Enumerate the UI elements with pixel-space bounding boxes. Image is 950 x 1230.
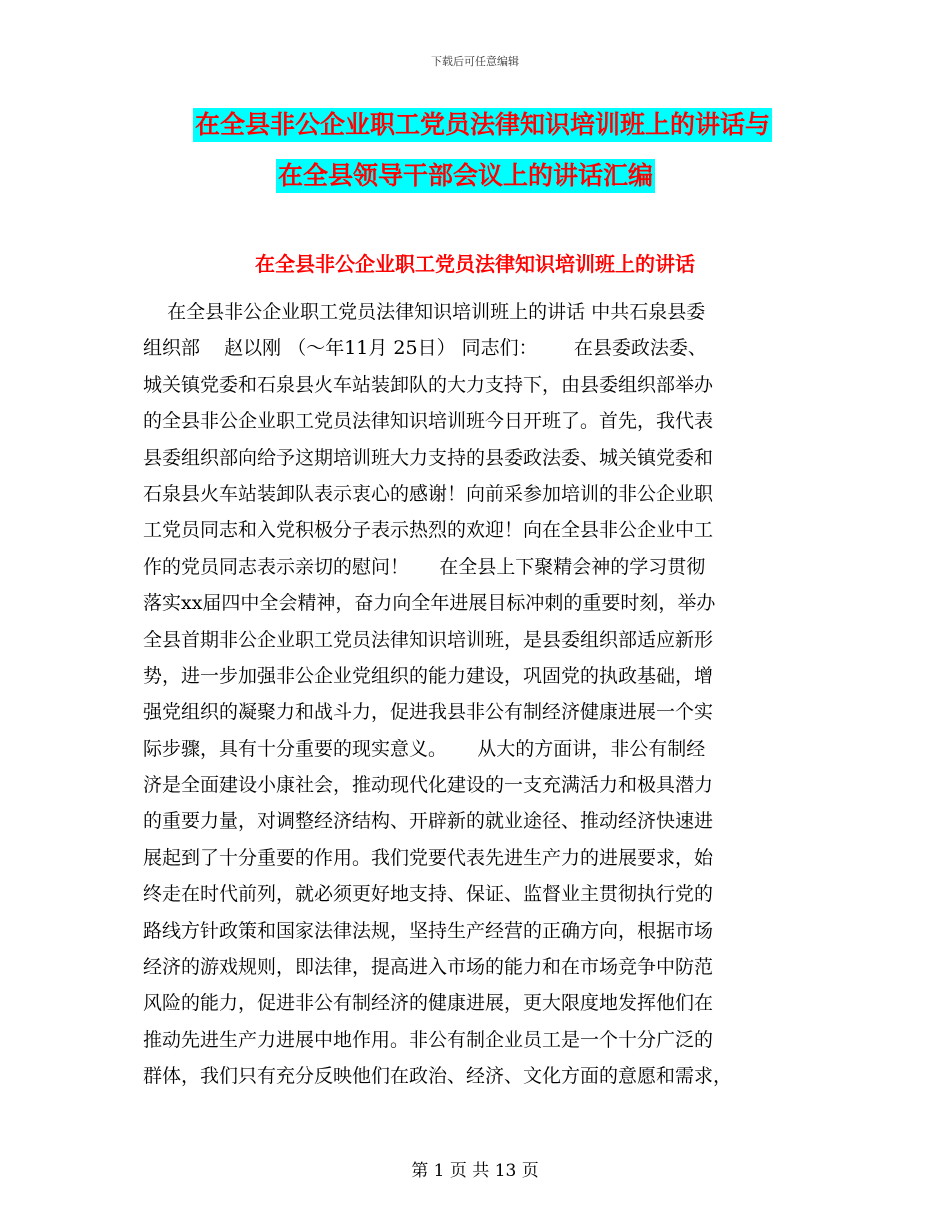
body-line: 的重要力量，对调整经济结构、开辟新的就业途径、推动经济快速进 bbox=[143, 810, 714, 833]
body-line: 经济的游戏规则，即法律，提高进入市场的能力和在市场竞争中防范 bbox=[143, 956, 714, 979]
body-line: 群体，我们只有充分反映他们在政治、经济、文化方面的意愿和需求， bbox=[143, 1065, 733, 1088]
section-title: 在全县非公企业职工党员法律知识培训班上的讲话 bbox=[255, 252, 695, 276]
document-title bbox=[0, 108, 950, 193]
body-line: 风险的能力，促进非公有制经济的健康进展，更大限度地发挥他们在 bbox=[143, 992, 714, 1015]
body-line: 际步骤，具有十分重要的现实意义。 从大的方面讲，非公有制经 bbox=[143, 737, 706, 760]
body-line: 终走在时代前列，就必须更好地支持、保证、监督业主贯彻执行党的 bbox=[143, 883, 714, 906]
body-line: 石泉县火车站装卸队表示衷心的感谢！向前采参加培训的非公企业职 bbox=[143, 482, 714, 505]
body-text bbox=[143, 294, 813, 1095]
body-line: 推动先进生产力进展中地作用。非公有制企业员工是一个十分广泛的 bbox=[143, 1028, 714, 1051]
body-line: 县委组织部向给予这期培训班大力支持的县委政法委、城关镇党委和 bbox=[143, 446, 714, 469]
title-line-1: 在全县非公企业职工党员法律知识培训班上的讲话与 bbox=[193, 108, 772, 142]
body-line: 作的党员同志表示亲切的慰问！ 在全县上下聚精会神的学习贯彻 bbox=[143, 555, 706, 578]
body-line: 落实xx届四中全会精神，奋力向全年进展目标冲刺的重要时刻，举办 bbox=[143, 592, 716, 615]
page-footer: 第 1 页 共 13 页 bbox=[411, 1161, 539, 1181]
body-line: 工党员同志和入党积极分子表示热烈的欢迎！向在全县非公企业中工 bbox=[143, 519, 714, 542]
body-line: 强党组织的凝聚力和战斗力，促进我县非公有制经济健康进展一个实 bbox=[143, 701, 714, 724]
title-line-2: 在全县领导干部会议上的讲话汇编 bbox=[276, 159, 655, 193]
body-line: 路线方针政策和国家法律法规，坚持生产经营的正确方向，根据市场 bbox=[143, 919, 714, 942]
header-note: 下载后可任意编辑 bbox=[431, 55, 519, 68]
body-line: 在全县非公企业职工党员法律知识培训班上的讲话 中共石泉县委 bbox=[143, 301, 706, 323]
body-line: 组织部 赵以刚 （～年11月 25日） 同志们： 在县委政法委、 bbox=[143, 337, 707, 360]
body-line: 的全县非公企业职工党员法律知识培训班今日开班了。首先，我代表 bbox=[143, 410, 714, 433]
body-line: 势，进一步加强非公企业党组织的能力建设，巩固党的执政基础，增 bbox=[143, 664, 714, 687]
body-line: 全县首期非公企业职工党员法律知识培训班，是县委组织部适应新形 bbox=[143, 628, 714, 651]
body-line: 展起到了十分重要的作用。我们党要代表先进生产力的进展要求，始 bbox=[143, 846, 714, 869]
body-line: 城关镇党委和石泉县火车站装卸队的大力支持下，由县委组织部举办 bbox=[143, 373, 714, 396]
body-line: 济是全面建设小康社会，推动现代化建设的一支充满活力和极具潜力 bbox=[143, 774, 714, 797]
